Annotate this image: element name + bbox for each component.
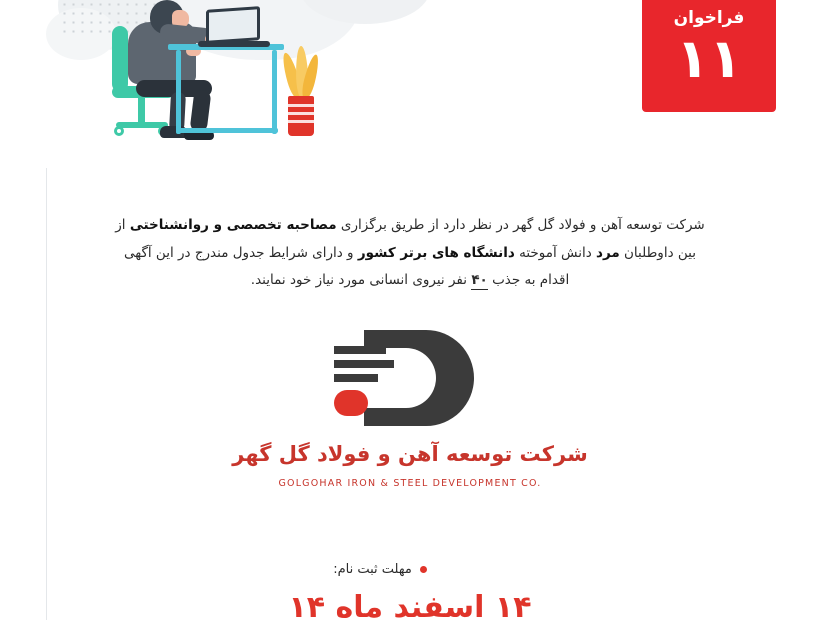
desk-scene-illustration bbox=[0, 0, 420, 168]
chair-backrest-icon bbox=[112, 26, 128, 92]
deadline-label-row bbox=[0, 562, 820, 577]
announcement-badge-label: فراخوان bbox=[673, 8, 745, 28]
company-logo-block bbox=[0, 330, 820, 489]
person-leg-lower bbox=[190, 89, 212, 133]
plant-pot-icon bbox=[288, 96, 314, 136]
pot-stripe bbox=[288, 112, 314, 115]
logo-bar bbox=[334, 374, 378, 382]
logo-bar bbox=[334, 360, 394, 368]
deadline-dates: ۱۴ اسفند ماه ۱۴ bbox=[288, 590, 532, 620]
paragraph-part: شرکت توسعه آهن و فولاد گل گهر در نظر دارد از طریق برگزاری bbox=[336, 217, 705, 233]
pot-stripe bbox=[288, 120, 314, 123]
laptop-icon bbox=[206, 6, 260, 44]
desk-leg bbox=[272, 50, 277, 134]
deadline-label: مهلت ثبت نام: bbox=[333, 562, 412, 577]
announcement-badge bbox=[642, 0, 776, 112]
chair-wheel-icon bbox=[114, 126, 124, 136]
logo-red-dot bbox=[334, 390, 368, 416]
paragraph-bold-universities: دانشگاه های برتر کشور bbox=[357, 244, 515, 261]
paragraph-part: دانش آموخته bbox=[514, 244, 597, 261]
header-illustration bbox=[0, 0, 820, 168]
intro-paragraph bbox=[110, 212, 710, 295]
company-name-en: GOLGOHAR IRON & STEEL DEVELOPMENT CO. bbox=[278, 478, 542, 489]
pot-stripe bbox=[288, 104, 314, 107]
laptop-base bbox=[198, 41, 270, 47]
paragraph-bold-interview: مصاحبه تخصصی و روانشناختی bbox=[129, 217, 337, 233]
logo-bar bbox=[334, 346, 386, 354]
announcement-badge-number: ۱۱ bbox=[676, 27, 742, 90]
hiring-count: ۴۰ bbox=[471, 272, 488, 289]
deadline-section bbox=[0, 540, 820, 620]
paragraph-part: و دارای شرایط جدول مندرج در این آگهی اقدام به جذب bbox=[123, 244, 570, 289]
company-logo-icon bbox=[326, 330, 494, 426]
paragraph-part: نفر نیروی انسانی مورد نیاز خود نمایند. bbox=[250, 272, 472, 289]
desk-leg bbox=[176, 50, 181, 134]
paragraph-bold-male: مرد bbox=[596, 244, 620, 261]
chair-stem-icon bbox=[138, 96, 145, 124]
bullet-icon bbox=[420, 566, 427, 573]
company-name-fa: شرکت توسعه آهن و فولاد گل گهر bbox=[232, 442, 588, 466]
desk-crossbar bbox=[176, 128, 278, 133]
paragraph-part: از بین داوطلبان bbox=[115, 217, 696, 261]
